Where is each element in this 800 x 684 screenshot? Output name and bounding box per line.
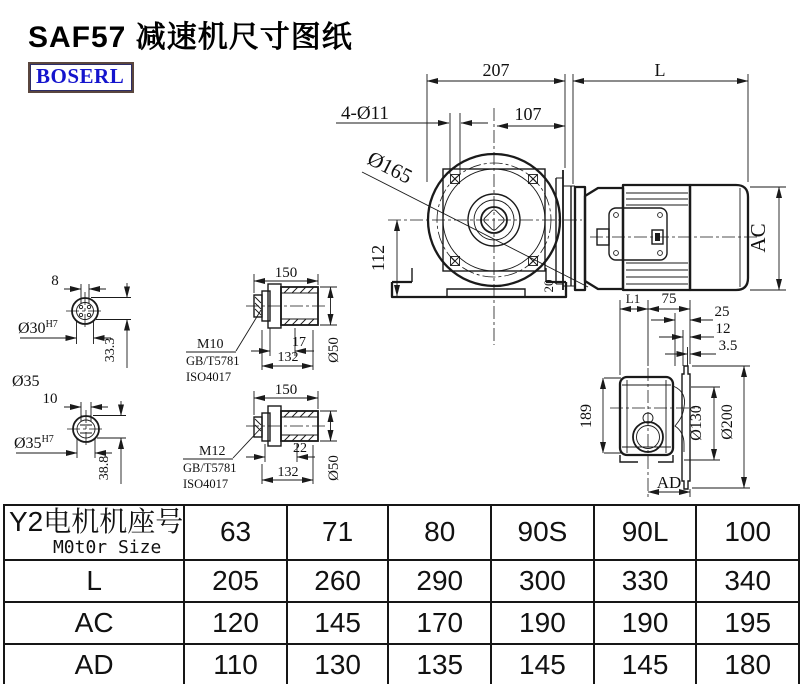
table-cell: 130	[287, 644, 389, 684]
table-cell: 180	[696, 644, 799, 684]
table-row-header	[4, 505, 799, 560]
brand-logo: BOSERL	[28, 62, 134, 93]
dim-25: 25	[714, 304, 730, 320]
dimension-table	[3, 504, 800, 684]
row-label: L	[4, 560, 184, 602]
side-view	[578, 291, 750, 500]
dim-75: 75	[661, 291, 677, 307]
dim-132-a: 132	[277, 350, 299, 365]
dia-50-b: Ø50	[326, 455, 342, 481]
table-cell: 190	[491, 602, 594, 644]
row-label: AD	[4, 644, 184, 684]
table-cell: 170	[388, 602, 491, 644]
motor-size-header	[4, 505, 184, 560]
table-cell: 340	[696, 560, 799, 602]
motor-size-header-cn: Y2电机机座号	[9, 506, 184, 537]
std-gbt5781-b: GB/T5781	[183, 461, 237, 475]
dim-hub-20: 20	[541, 279, 556, 293]
dim-107: 107	[514, 104, 542, 124]
table-cell: 145	[594, 644, 697, 684]
shaft-section-2	[12, 373, 126, 484]
table-cell: 63	[184, 505, 287, 560]
table-cell: 120	[184, 602, 287, 644]
dia-200-label: Ø200	[719, 404, 736, 440]
dim-L: L	[654, 60, 666, 80]
dim-207: 207	[482, 60, 510, 80]
dim-112: 112	[368, 244, 388, 272]
table-cell: 190	[594, 602, 697, 644]
std-iso4017-b: ISO4017	[183, 477, 229, 491]
dim-keyw-10: 10	[42, 391, 58, 407]
dia-35-h7-label: $Ø35^{H7}$	[14, 434, 54, 452]
dim-12: 12	[715, 321, 731, 337]
table-cell: 110	[184, 644, 287, 684]
row-label: AC	[4, 602, 184, 644]
bolt-m12-label: M12	[199, 444, 226, 459]
dim-189: 189	[578, 404, 595, 428]
dim-132-b: 132	[277, 465, 299, 480]
table-cell: 195	[696, 602, 799, 644]
shaft-detail-1	[186, 265, 342, 384]
table-row-L	[4, 560, 799, 602]
dim-L1: L1	[625, 291, 641, 306]
shaft-section-1	[18, 273, 131, 368]
table-cell: 100	[696, 505, 799, 560]
dim-3-5: 3.5	[718, 338, 738, 354]
table-cell: 145	[287, 602, 389, 644]
table-cell: 300	[491, 560, 594, 602]
table-row-AD	[4, 644, 799, 684]
dim-22: 22	[293, 441, 307, 456]
motor-side-view	[575, 185, 758, 290]
page-title: SAF57 减速机尺寸图纸	[28, 21, 353, 54]
table-cell: 260	[287, 560, 389, 602]
std-iso4017-a: ISO4017	[186, 370, 232, 384]
front-view	[388, 108, 582, 345]
std-gbt5781-a: GB/T5781	[186, 354, 240, 368]
dim-150-a: 150	[274, 265, 298, 281]
dim-AD: AD	[656, 473, 682, 492]
dim-AC: AC	[746, 223, 770, 253]
table-cell: 135	[388, 644, 491, 684]
dim-keyw-8: 8	[51, 273, 59, 289]
table-cell: 90L	[594, 505, 697, 560]
table-cell: 205	[184, 560, 287, 602]
table-cell: 80	[388, 505, 491, 560]
shaft-detail-2	[183, 382, 342, 491]
table-cell: 290	[388, 560, 491, 602]
dim-17: 17	[292, 335, 306, 350]
bolt-m10-label: M10	[197, 337, 224, 352]
dia-130-label: Ø130	[688, 405, 705, 441]
dia-30-h7-label: $Ø30^{H7}$	[18, 319, 58, 337]
holes-note-4xd11: 4-Ø11	[341, 103, 389, 124]
dia-165-label: Ø165	[363, 146, 417, 189]
dim-38-8: 38.8	[97, 455, 112, 481]
dim-150-b: 150	[274, 382, 298, 398]
table-cell: 71	[287, 505, 389, 560]
table-row-AC	[4, 602, 799, 644]
shaft-dia-35-label: Ø35	[12, 373, 40, 390]
motor-size-header-en: M0t0r Size	[52, 537, 162, 559]
table-cell: 145	[491, 644, 594, 684]
table-cell: 330	[594, 560, 697, 602]
dim-33-3: 33.3	[103, 337, 118, 363]
dia-50-a: Ø50	[326, 337, 342, 363]
table-cell: 90S	[491, 505, 594, 560]
